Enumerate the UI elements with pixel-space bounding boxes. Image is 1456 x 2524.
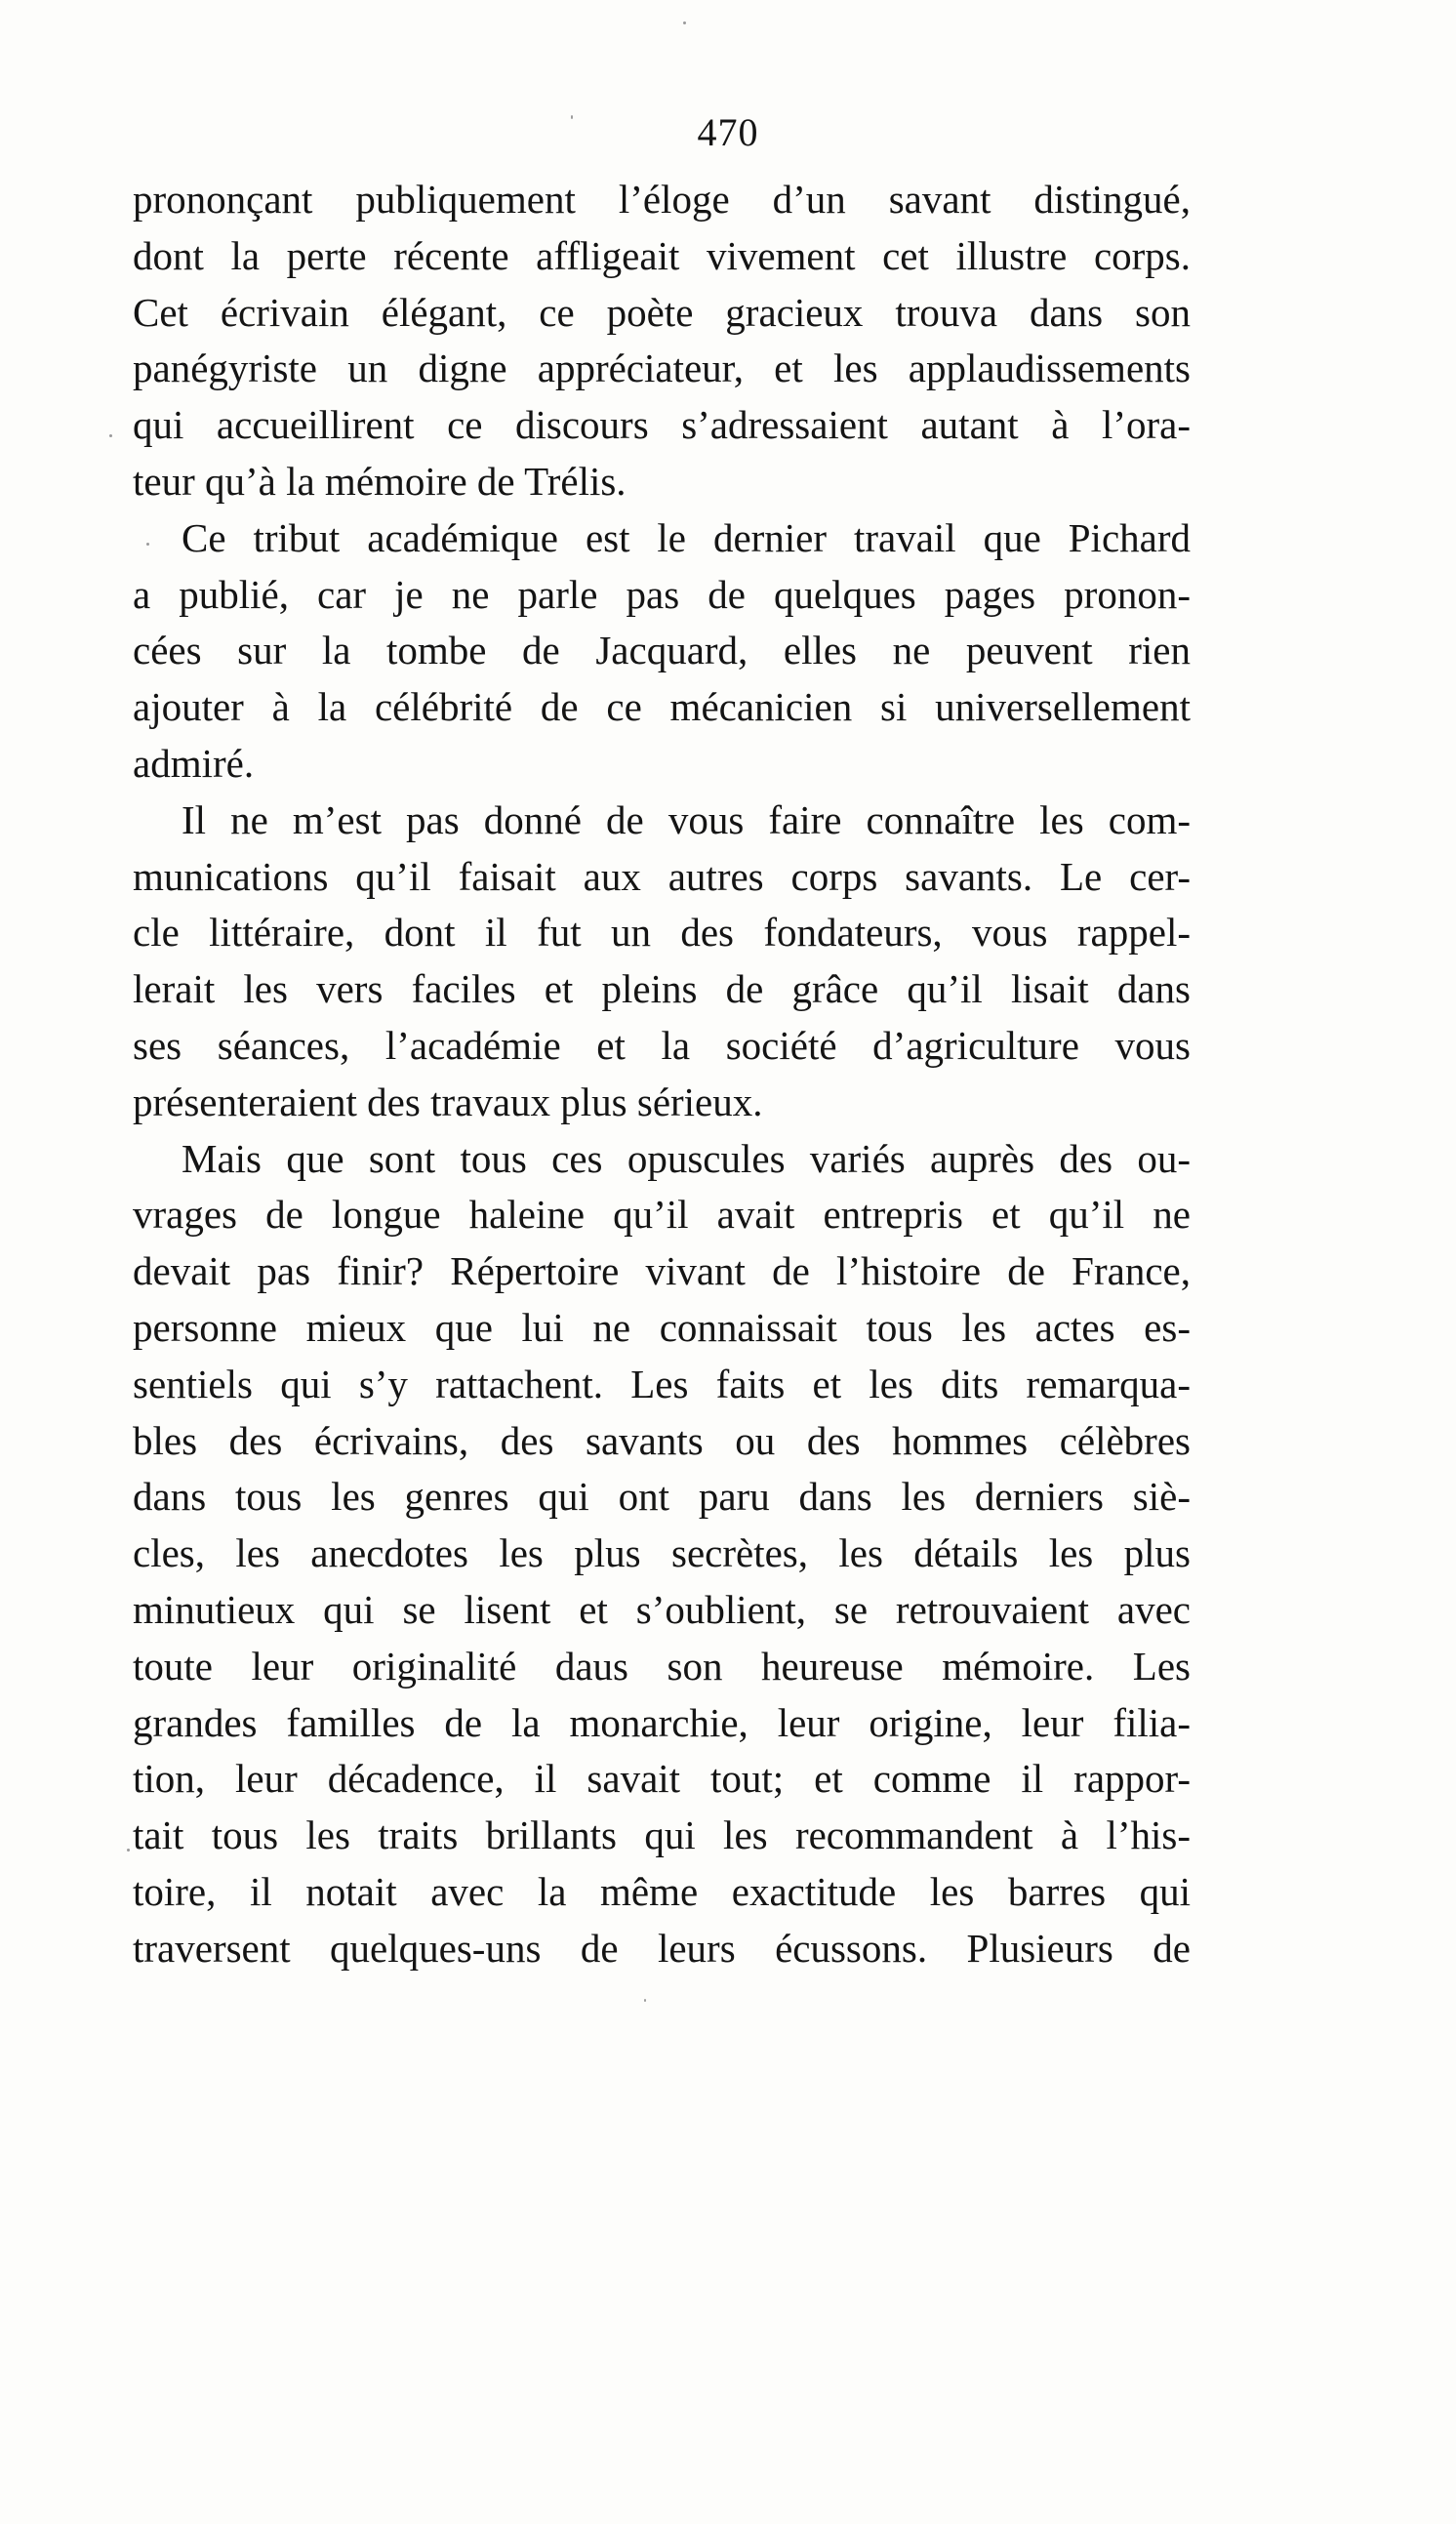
body-text [133,172,1191,1977]
paragraph [133,793,1191,1131]
text-line: sentiels qui s’y rattachent. Les faits et les dits remarqua- [133,1361,1191,1406]
text-line: personne mieux que lui ne connaissait tous les actes es- [133,1304,1191,1350]
text-line: panégyriste un digne appréciateur, et les applaudissements [133,346,1191,391]
scan-speck [109,434,112,437]
text-line: Mais que sont tous ces opuscules variés auprès des ou- [182,1135,1191,1181]
scan-speck [127,1849,130,1852]
text-line: dans tous les genres qui ont paru dans les derniers siè- [133,1474,1191,1520]
scan-speck [644,1999,646,2002]
text-line: munications qu’il faisait aux autres corps savants. Le cer- [133,853,1191,899]
text-line: traversent quelques-uns de leurs écussons. Plusieurs de [133,1925,1191,1971]
scan-speck [146,543,149,546]
page-number: 470 [697,110,759,154]
text-line: tion, leur décadence, il savait tout; et comme il rappor- [133,1756,1191,1802]
text-line: minutieux qui se lisent et s’oublient, se retrouvaient avec [133,1586,1191,1632]
text-line: cle littéraire, dont il fut un des fondateurs, vous rappel- [133,910,1191,956]
paragraph [133,510,1191,793]
text-line: cles, les anecdotes les plus secrètes, les détails les plus [133,1530,1191,1576]
text-line: tait tous les traits brillants qui les recommandent à l’his- [133,1812,1191,1858]
text-line: a publié, car je ne parle pas de quelques pages pronon- [133,571,1191,617]
scan-speck [683,21,686,24]
text-line: qui accueillirent ce discours s’adressaient autant à l’ora- [133,402,1191,448]
text-line: cées sur la tombe de Jacquard, elles ne peuvent rien [133,628,1191,673]
text-line: présenteraient des travaux plus sérieux. [133,1079,763,1124]
text-line: toire, il notait avec la même exactitude les barres qui [133,1868,1191,1914]
paragraph [133,172,1191,510]
text-line: lerait les vers faciles et pleins de grâce qu’il lisait dans [133,966,1191,1012]
text-line: devait pas finir? Répertoire vivant de l’histoire de France, [133,1248,1191,1294]
text-line: grandes familles de la monarchie, leur origine, leur filia- [133,1699,1191,1745]
text-line: Ce tribut académique est le dernier travail que Pichard [182,514,1191,560]
text-line: prononçant publiquement l’éloge d’un savant distingué, [133,177,1191,222]
text-line: dont la perte récente affligeait vivement cet illustre corps. [133,232,1191,278]
text-line: Il ne m’est pas donné de vous faire connaître les com- [182,796,1191,842]
text-line: admiré. [133,740,255,786]
paragraph [133,1131,1191,1977]
text-line: toute leur originalité daus son heureuse mémoire. Les [133,1643,1191,1689]
text-line: bles des écrivains, des savants ou des hommes célèbres [133,1417,1191,1463]
text-line: ses séances, l’académie et la société d’agriculture vous [133,1022,1191,1068]
text-line: Cet écrivain élégant, ce poète gracieux trouva dans son [133,289,1191,335]
scan-speck [571,115,573,119]
text-line: vrages de longue haleine qu’il avait entrepris et qu’il ne [133,1192,1191,1238]
text-line: teur qu’à la mémoire de Trélis. [133,458,627,504]
text-line: ajouter à la célébrité de ce mécanicien si universellement [133,684,1191,730]
